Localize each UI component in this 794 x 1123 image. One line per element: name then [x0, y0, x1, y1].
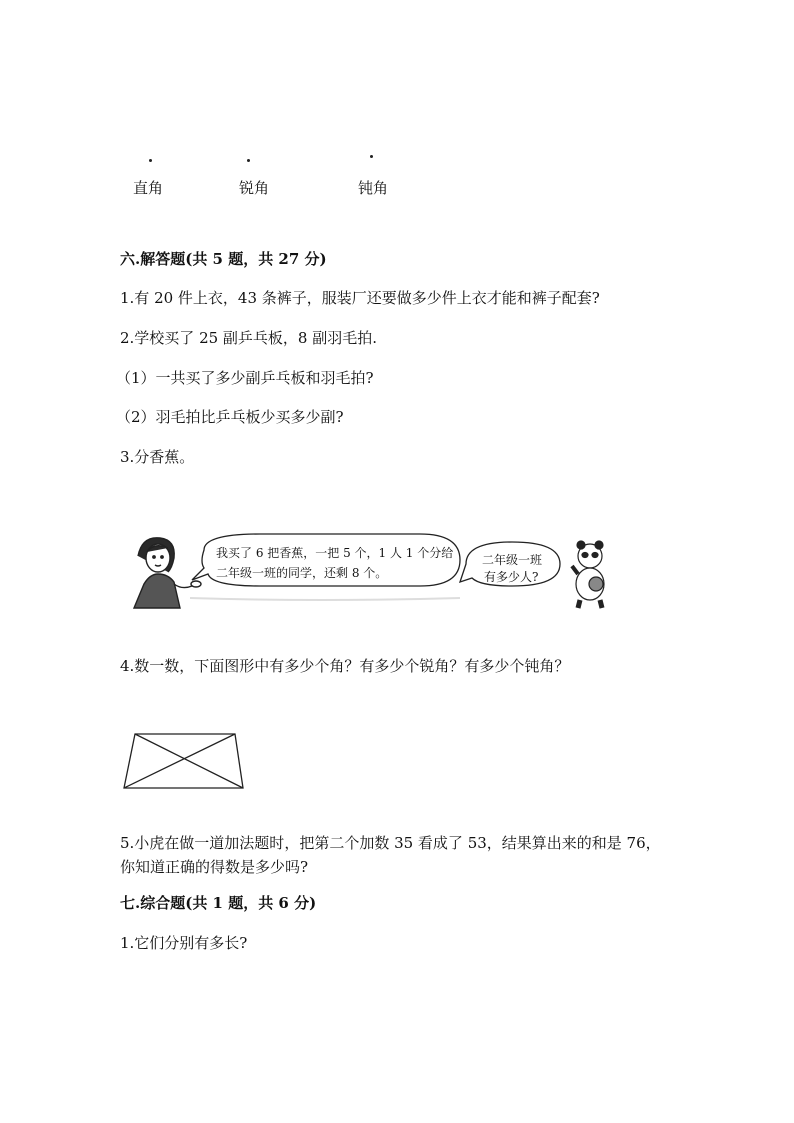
- s6-question-4: 4.数一数，下面图形中有多少个角？有多少个锐角？有多少个钝角？: [120, 657, 570, 675]
- label-obtuse-angle: 钝角: [358, 179, 389, 197]
- s7-question-1: 1.它们分别有多长?: [120, 934, 248, 952]
- s6-question-2-part-1: （1）一共买了多少副乒乓板和羽毛拍?: [116, 369, 374, 387]
- s6-question-1: 1.有 20 件上衣，43 条裤子，服装厂还要做多少件上衣才能和裤子配套?: [120, 289, 600, 307]
- label-right-angle: 直角: [133, 179, 164, 197]
- panda-figure: [572, 541, 604, 608]
- trapezoid-figure: [120, 730, 250, 792]
- section6-heading: 六.解答题(共 5 题，共 27 分): [120, 250, 327, 268]
- panda-line-2: 有多少人?: [484, 570, 539, 584]
- s6-question-5-line-1: 5.小虎在做一道加法题时，把第二个加数 35 看成了 53，结果算出来的和是 76，: [120, 834, 661, 852]
- s6-question-5-line-2: 你知道正确的得数是多少吗?: [120, 858, 309, 876]
- s6-question-2: 2.学校买了 25 副乒乓板，8 副羽毛拍.: [120, 329, 378, 347]
- label-acute-angle: 锐角: [239, 179, 270, 197]
- panda-line-1: 二年级一班: [482, 553, 543, 567]
- speech-line-2: 二年级一班的同学，还剩 8 个。: [216, 566, 388, 580]
- dot-acute: [247, 159, 250, 162]
- s6-question-3: 3.分香蕉。: [120, 448, 195, 466]
- section7-heading: 七.综合题(共 1 题，共 6 分): [120, 894, 317, 912]
- s6-question-2-part-2: （2）羽毛拍比乒乓板少买多少副?: [116, 408, 344, 426]
- speech-line-1: 我买了 6 把香蕉，一把 5 个，1 人 1 个分给: [216, 546, 454, 560]
- dot-obtuse: [370, 155, 373, 158]
- dot-right: [149, 159, 152, 162]
